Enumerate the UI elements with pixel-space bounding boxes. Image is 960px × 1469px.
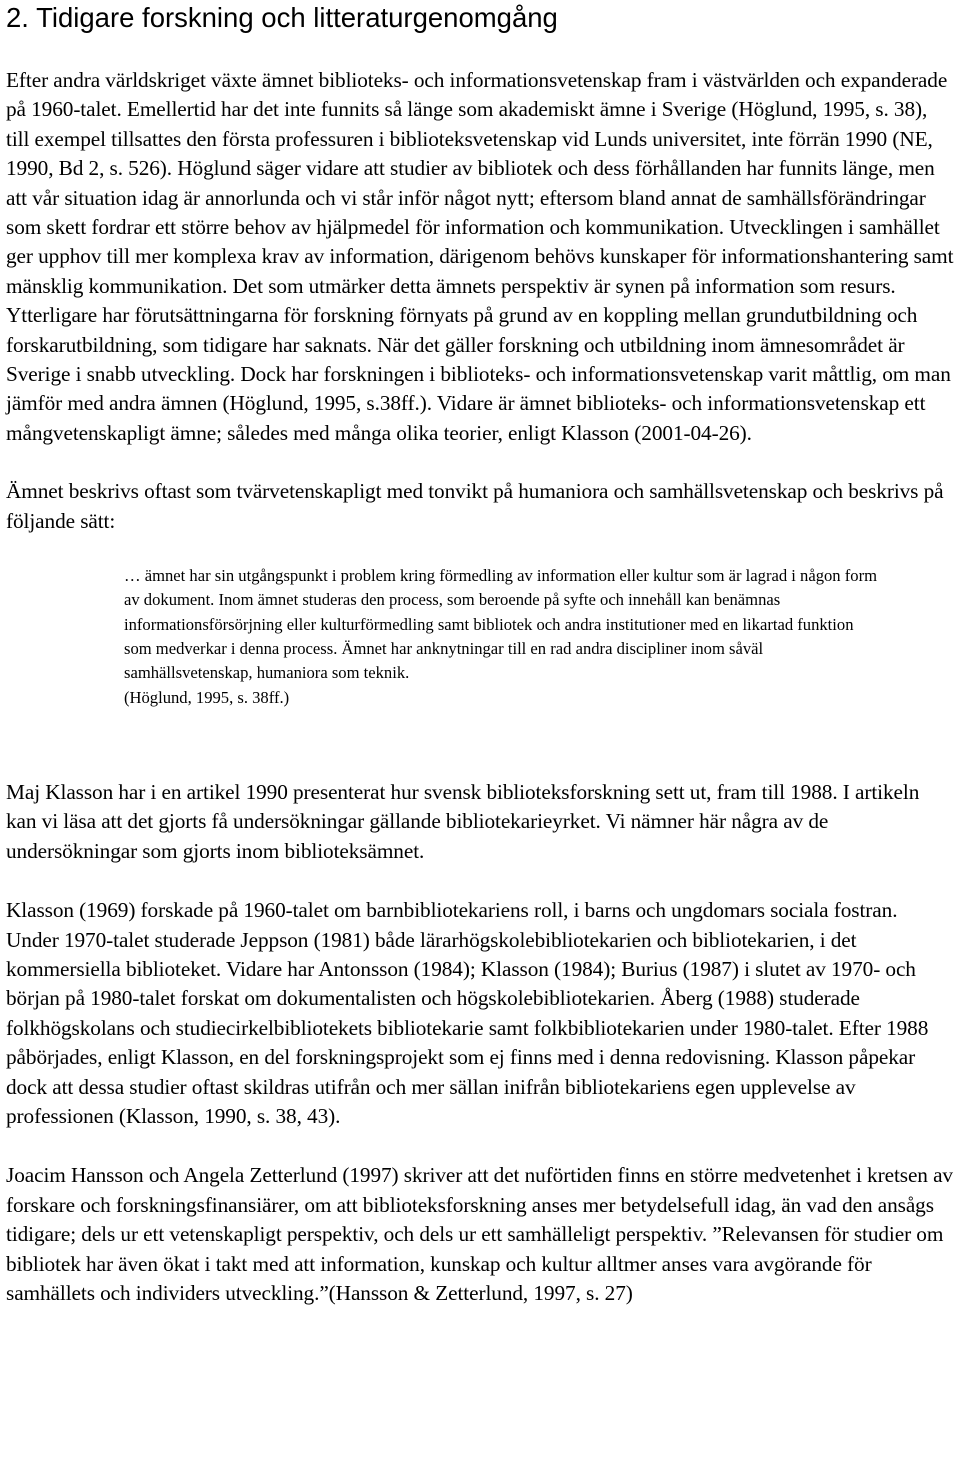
paragraph-subject-description: Ämnet beskrivs oftast som tvärvetenskapligt med tonvikt på humaniora och samhällsvetenskap och beskrivs på följande sätt: xyxy=(6,479,944,533)
paragraph-hansson-zetterlund: Joacim Hansson och Angela Zetterlund (1997) skriver att det nuförtiden finns en större medvetenhet i kretsen av forskare och forskningsfinansiärer, om att biblioteksforskning anses mer betydelsefull idag, än vad den ansågs tidigare; dels ur ett vetenskapligt perspektiv, och dels ur ett samhälleligt perspektiv. ”Relevansen för studier om bibliotek har även ökat i takt med att information, kunskap och kultur alltmer anses vara avgörande för samhällets och individers utveckling.”(Hansson & Zetterlund, 1997, s. 27) xyxy=(6,1163,953,1305)
quote-citation: (Höglund, 1995, s. 38ff.) xyxy=(124,687,290,707)
paragraph-research-overview: Klasson (1969) forskade på 1960-talet om barnbibliotekariens roll, i barns och ungdomars sociala fostran. Under 1970-talet studerade Jeppson (1981) både lärarhögskolebibliotekarien och bibliotekarien, i det kommersiella biblioteket. Vidare har Antonsson (1984); Klasson (1984); Burius (1987) i slutet av 1970- och början på 1980-talet forskat om dokumentalisten och högskolebibliotekarien. Åberg (1988) studerade folkhögskolans och studiecirkelbibliotekets bibliotekarie samt folkbibliotekarien under 1980-talet. Efter 1988 påbörjades, enligt Klasson, en del forskningsprojekt som ej finns med i denna redovisning. Klasson påpekar dock att dessa studier oftast skildras utifrån och mer sällan inifrån bibliotekariens egen upplevelse av professionen (Klasson, 1990, s. 38, 43). xyxy=(6,898,929,1128)
paragraph-klasson-article: Maj Klasson har i en artikel 1990 presenterat hur svensk biblioteksforskning sett ut, fram till 1988. I artikeln kan vi läsa att det gjorts få undersökningar gällande bibliotekarieyrket. Vi nämner här några av de undersökningar som gjorts inom biblioteksämnet. xyxy=(6,779,920,863)
block-quote xyxy=(124,564,884,710)
document-page xyxy=(0,2,960,1469)
section-heading: 2. Tidigare forskning och litteraturgenomgång xyxy=(6,2,558,33)
quote-text: … ämnet har sin utgångspunkt i problem kring förmedling av information eller kultur som är lagrad i någon form av dokument. Inom ämnet studeras den process, som beroende på syfte och innehåll kan benämnas informationsförsörjning eller kulturförmedling samt bibliotek och andra institutioner med en likartad funktion som medverkar i denna process. Ämnet har anknytningar till en rad andra discipliner inom såväl samhällsvetenskap, humaniora som teknik. xyxy=(124,566,877,683)
paragraph-history: Efter andra världskriget växte ämnet biblioteks- och informationsvetenskap fram i västvärlden och expanderade på 1960-talet. Emellertid har det inte funnits så länge som akademiskt ämne i Sverige (Höglund, 1995, s. 38), till exempel tillsattes den första professuren i biblioteksvetenskap vid Lunds universitet, inte förrän 1990 (NE, 1990, Bd 2, s. 526). Höglund säger vidare att studier av bibliotek och dess förhållanden har funnits länge, men att vår situation idag är annorlunda och vi står inför något nytt; eftersom bland annat de samhällsförändringar som skett fordrar ett större behov av hjälpmedel för information och kommunikation. Utvecklingen i samhället ger upphov till mer komplexa krav av information, därigenom behövs kunskaper för informationshantering samt mänsklig kommunikation. Det som utmärker detta ämnets perspektiv är synen på information som resurs. Ytterligare har förutsättningarna för forskning förnyats på grund av en koppling mellan grundutbildning och forskarutbildning, som tidigare har saknats. När det gäller forskning och utbildning inom ämnesområdet är Sverige i snabb utveckling. Dock har forskningen i biblioteks- och informationsvetenskap varit måttlig, om man jämför med andra ämnen (Höglund, 1995, s.38ff.). Vidare är ämnet biblioteks- och informationsvetenskap ett mångvetenskapligt ämne; således med många olika teorier, enligt Klasson (2001-04-26). xyxy=(6,68,954,445)
